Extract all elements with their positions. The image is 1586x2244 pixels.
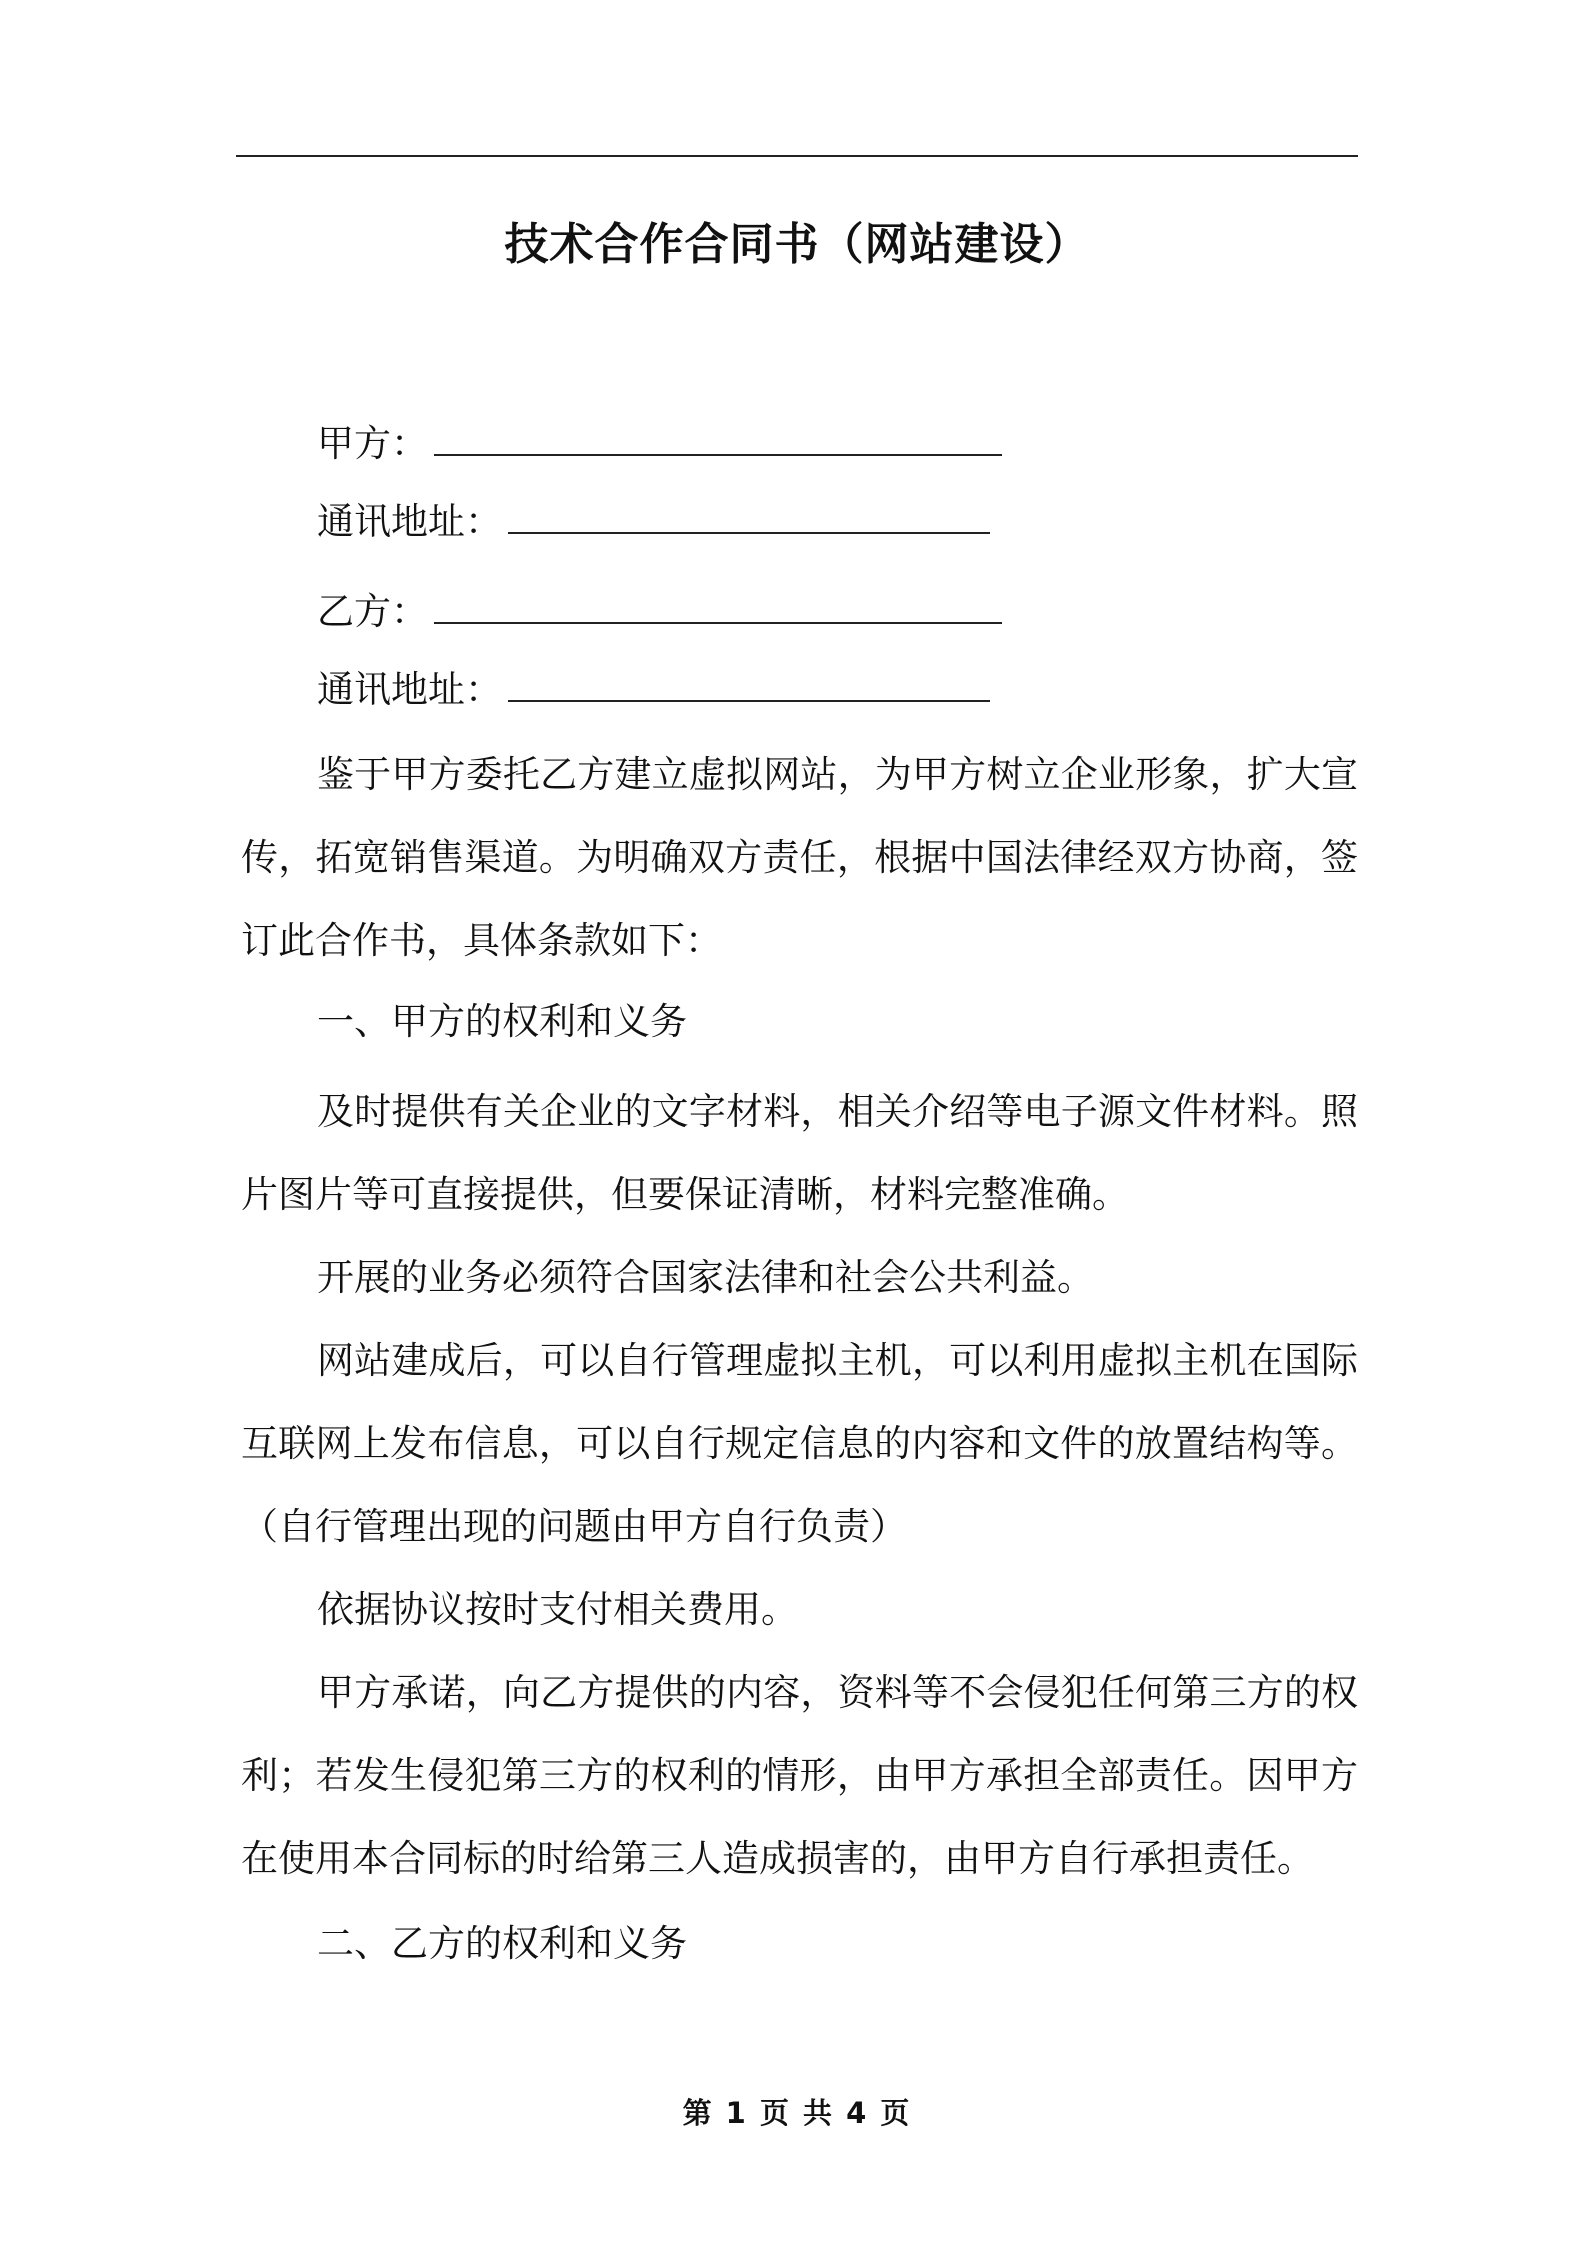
party-a-blank (434, 418, 1002, 456)
party-b-label: 乙方： (317, 590, 428, 633)
party-a-field (317, 414, 1002, 474)
intro-paragraph: 鉴于甲方委托乙方建立虚拟网站，为甲方树立企业形象，扩大宣传，拓宽销售渠道。为明确双方责任，根据中国法律经双方协商，签订此合作书，具体条款如下： (241, 753, 1358, 962)
section1-paragraph-2: 开展的业务必须符合国家法律和社会公共利益。 (317, 1256, 1094, 1299)
party-b-blank (434, 586, 1002, 624)
page-indicator: 第 1 页 共 4 页 (682, 2096, 912, 2130)
section2-heading: 二、乙方的权利和义务 (317, 1922, 687, 1965)
section1-heading: 一、甲方的权利和义务 (317, 1000, 687, 1043)
document-title: 技术合作合同书（网站建设） (504, 219, 1090, 270)
header-rule (236, 155, 1358, 157)
party-b-address-label: 通讯地址： (317, 668, 502, 711)
party-b-field (317, 582, 1002, 642)
section1-paragraph-3: 网站建成后，可以自行管理虚拟主机，可以利用虚拟主机在国际互联网上发布信息，可以自行规定信息的内容和文件的放置结构等。（自行管理出现的问题由甲方自行负责） (241, 1339, 1358, 1548)
party-a-label: 甲方： (317, 422, 428, 465)
party-b-address-field (317, 660, 990, 720)
party-b-address-blank (508, 664, 990, 702)
party-a-address-field (317, 492, 990, 552)
party-a-address-label: 通讯地址： (317, 500, 502, 543)
section1-paragraph-5: 甲方承诺，向乙方提供的内容，资料等不会侵犯任何第三方的权利；若发生侵犯第三方的权利的情形，由甲方承担全部责任。因甲方在使用本合同标的时给第三人造成损害的，由甲方自行承担责任。 (241, 1671, 1358, 1880)
party-a-address-blank (508, 496, 990, 534)
section1-paragraph-4: 依据协议按时支付相关费用。 (317, 1588, 798, 1631)
section1-paragraph-1: 及时提供有关企业的文字材料，相关介绍等电子源文件材料。照片图片等可直接提供，但要保证清晰，材料完整准确。 (241, 1090, 1358, 1216)
